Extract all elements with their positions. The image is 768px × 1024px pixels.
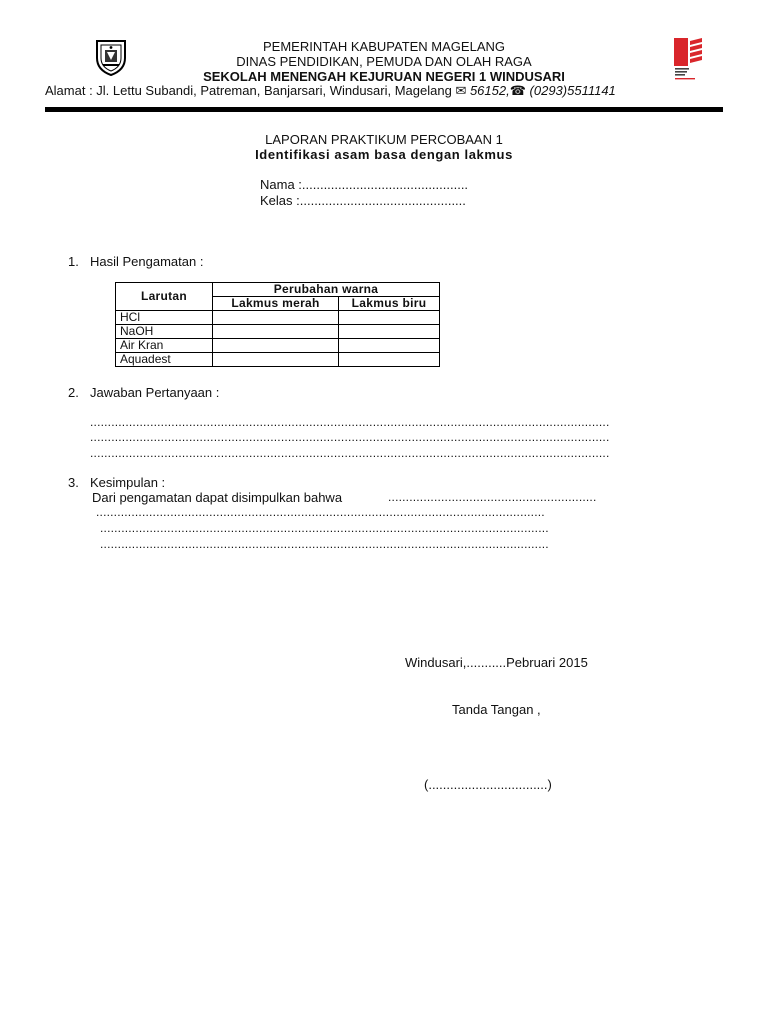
table-header-larutan: Larutan [116, 283, 213, 311]
section1-number: 1. [68, 254, 79, 269]
conclusion-line-3[interactable]: ............................................................................................................................... [100, 537, 549, 551]
cell-blue-litmus[interactable] [339, 311, 440, 325]
section2-heading: Jawaban Pertanyaan : [90, 385, 220, 400]
cell-blue-litmus[interactable] [339, 339, 440, 353]
table-row [116, 353, 440, 367]
table-header-color-change: Perubahan warna [213, 283, 440, 297]
signature-blank[interactable]: (.................................) [424, 777, 552, 792]
observation-table [115, 282, 440, 367]
answer-line-3[interactable]: ................................................................................................................................................... [90, 446, 610, 460]
signature-label: Tanda Tangan , [452, 702, 541, 717]
cell-red-litmus[interactable] [213, 339, 339, 353]
header-government: PEMERINTAH KABUPATEN MAGELANG [263, 39, 505, 54]
row-solution: Air Kran [116, 339, 213, 353]
conclusion-lead-dots[interactable]: ........................................................... [388, 490, 597, 504]
name-field[interactable]: Nama :.............................................. [260, 177, 469, 192]
table-header-blue-litmus: Lakmus biru [339, 297, 440, 311]
row-solution: HCl [116, 311, 213, 325]
table-header-red-litmus: Lakmus merah [213, 297, 339, 311]
conclusion-lead: Dari pengamatan dapat disimpulkan bahwa [92, 490, 343, 505]
cell-blue-litmus[interactable] [339, 325, 440, 339]
cell-red-litmus[interactable] [213, 325, 339, 339]
place-date: Windusari,...........Pebruari 2015 [405, 655, 588, 670]
postal-code: 56152, [466, 83, 510, 98]
table-row [116, 311, 440, 325]
table-row [116, 339, 440, 353]
row-solution: NaOH [116, 325, 213, 339]
address-text: Alamat : Jl. Lettu Subandi, Patreman, Banjarsari, Windusari, Magelang [45, 83, 456, 98]
cell-red-litmus[interactable] [213, 311, 339, 325]
answer-line-1[interactable]: ................................................................................................................................................... [90, 415, 610, 429]
header-department: DINAS PENDIDIKAN, PEMUDA DAN OLAH RAGA [236, 54, 532, 69]
class-field[interactable]: Kelas :.............................................. [260, 193, 466, 208]
cell-blue-litmus[interactable] [339, 353, 440, 367]
conclusion-line-1[interactable]: ............................................................................................................................... [96, 505, 545, 519]
header-divider [45, 107, 723, 112]
section3-heading: Kesimpulan : [90, 475, 166, 490]
envelope-icon: ✉ [455, 83, 467, 98]
telephone-icon: ☎ [509, 83, 526, 98]
table-row [116, 325, 440, 339]
conclusion-line-2[interactable]: ............................................................................................................................... [100, 521, 549, 535]
row-solution: Aquadest [116, 353, 213, 367]
report-title: LAPORAN PRAKTIKUM PERCOBAAN 1 [265, 132, 503, 147]
section1-heading: Hasil Pengamatan : [90, 254, 204, 269]
header-school: SEKOLAH MENENGAH KEJURUAN NEGERI 1 WINDUSARI [203, 69, 565, 84]
report-subtitle: Identifikasi asam basa dengan lakmus [255, 147, 513, 162]
answer-line-2[interactable]: ................................................................................................................................................... [90, 430, 610, 444]
phone-number: (0293)5511141 [525, 83, 616, 98]
cell-red-litmus[interactable] [213, 353, 339, 367]
section2-number: 2. [68, 385, 79, 400]
header-address [45, 83, 616, 99]
section3-number: 3. [68, 475, 79, 490]
